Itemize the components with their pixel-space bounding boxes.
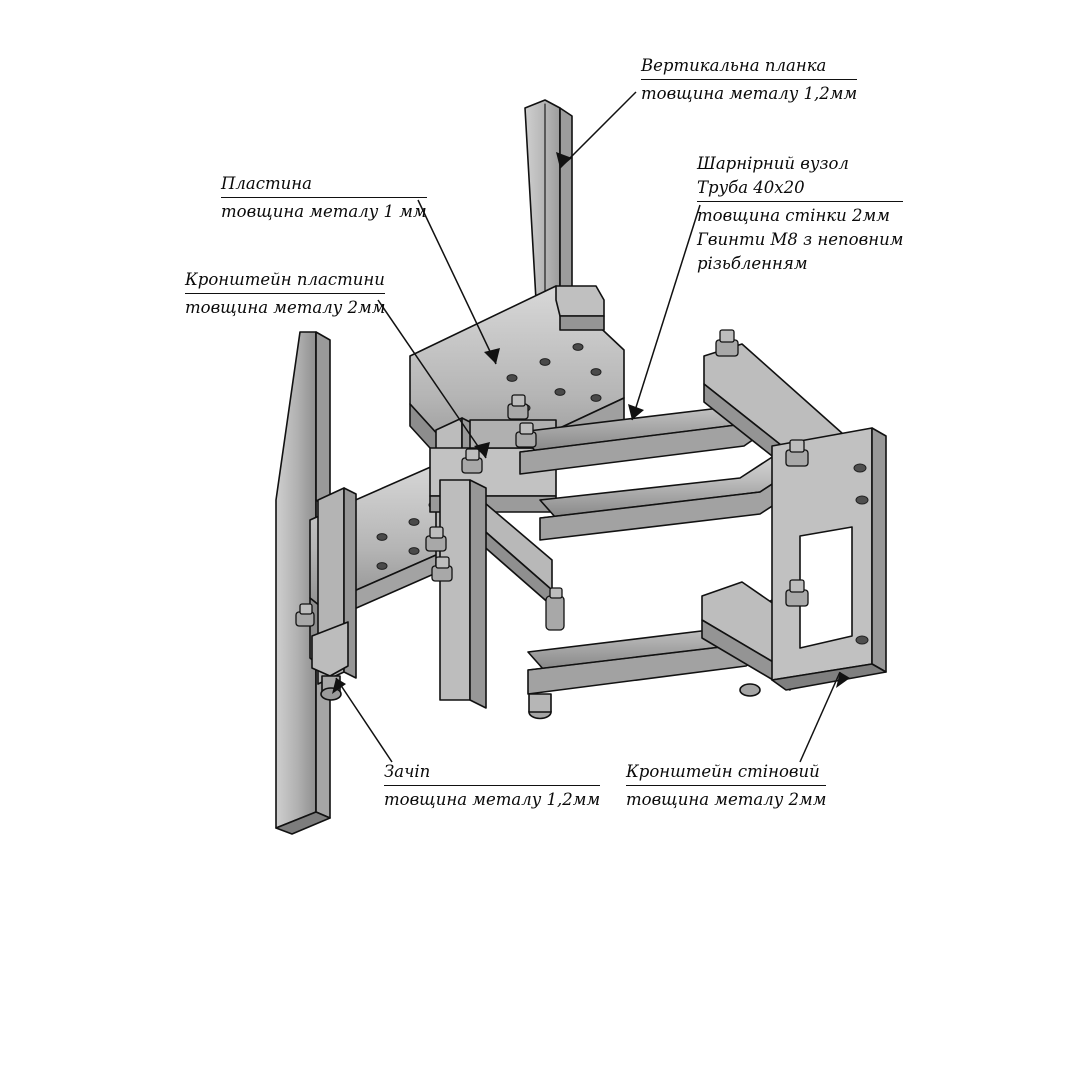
callout-hook-line-1: Зачіп — [384, 762, 431, 781]
callout-plate-line-2: товщина металу 1 мм — [221, 201, 427, 221]
callout-vertical-bar — [641, 54, 857, 106]
callout-rule — [697, 201, 903, 202]
callout-wall-bracket-line-2: товщина металу 2мм — [626, 789, 827, 809]
part-wall-bracket — [772, 428, 886, 690]
callout-wall-bracket — [626, 760, 826, 812]
callout-wall-bracket-line-1: Кронштейн стіновий — [626, 762, 820, 781]
callout-plate-bracket-line-1: Кронштейн пластини — [185, 270, 385, 289]
callout-rule — [221, 197, 427, 198]
callout-hinge-line-2: Труба 40х20 — [697, 177, 805, 197]
callout-vertical-bar-line-2: товщина металу 1,2мм — [641, 83, 858, 103]
callout-hinge-assembly — [697, 152, 903, 276]
callout-vertical-bar-line-1: Вертикальна планка — [641, 56, 827, 75]
callout-hinge-line-5: різьбленням — [697, 253, 808, 273]
callout-plate-line-1: Пластина — [221, 174, 312, 193]
callout-rule — [185, 293, 385, 294]
callout-hinge-line-4: Гвинти М8 з неповним — [697, 229, 904, 249]
callout-hook-line-2: товщина металу 1,2мм — [384, 789, 601, 809]
callout-hinge-line-1: Шарнірний вузол — [697, 154, 849, 173]
callout-plate-bracket-line-2: товщина металу 2мм — [185, 297, 386, 317]
callout-rule — [626, 785, 826, 786]
callout-plate-bracket — [185, 268, 385, 320]
callout-hinge-line-3: товщина стінки 2мм — [697, 205, 890, 225]
callout-plate — [221, 172, 427, 224]
callout-rule — [641, 79, 857, 80]
callout-rule — [384, 785, 600, 786]
callout-hook — [384, 760, 600, 812]
